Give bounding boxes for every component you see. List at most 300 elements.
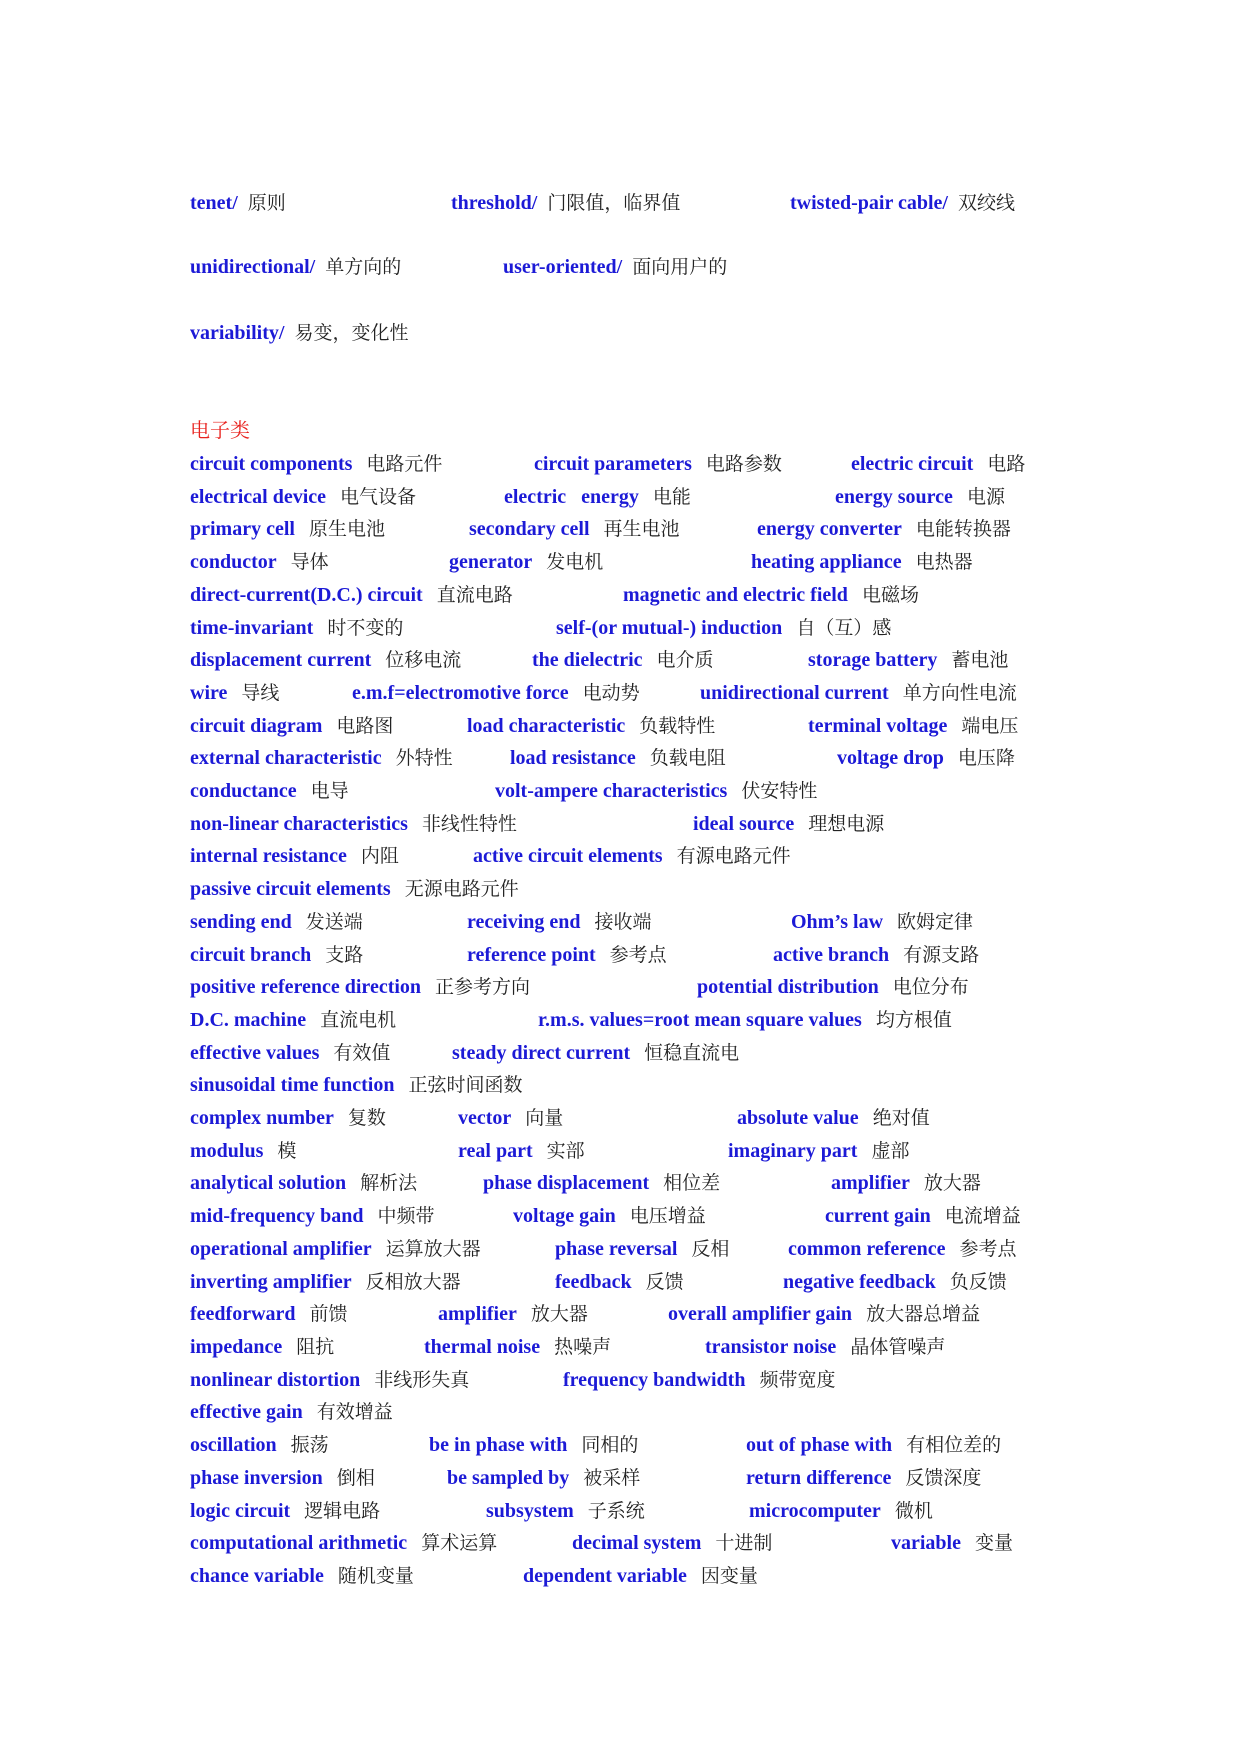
english-term: oscillation bbox=[190, 1434, 277, 1457]
english-term: storage battery bbox=[808, 649, 938, 672]
glossary-entry bbox=[190, 517, 385, 541]
english-term: D.C. machine bbox=[190, 1008, 307, 1031]
english-term: amplifier bbox=[438, 1303, 517, 1326]
chinese-meaning: 支路 bbox=[325, 943, 364, 966]
glossary-row bbox=[0, 910, 1241, 943]
english-term: reference point bbox=[467, 943, 596, 966]
english-term: transistor noise bbox=[705, 1335, 837, 1358]
chinese-meaning: 算术运算 bbox=[421, 1532, 498, 1555]
english-term: energy source bbox=[835, 485, 953, 508]
glossary-row bbox=[0, 583, 1241, 616]
glossary-entry bbox=[467, 943, 667, 967]
glossary-entry bbox=[190, 943, 363, 967]
chinese-meaning: 电源 bbox=[966, 485, 1005, 508]
glossary-entry bbox=[190, 485, 416, 509]
chinese-meaning: 反相放大器 bbox=[365, 1270, 461, 1293]
chinese-meaning: 有源电路元件 bbox=[676, 845, 791, 868]
glossary-entry bbox=[190, 779, 349, 803]
chinese-meaning: 位移电流 bbox=[385, 649, 462, 672]
glossary-row bbox=[0, 943, 1241, 976]
english-term: be in phase with bbox=[429, 1434, 568, 1457]
glossary-row bbox=[0, 812, 1241, 845]
glossary-entry bbox=[825, 1204, 1021, 1228]
chinese-meaning: 电介质 bbox=[656, 649, 714, 672]
glossary-entry bbox=[623, 583, 919, 607]
glossary-entry bbox=[467, 714, 715, 738]
glossary-entry bbox=[190, 255, 401, 279]
chinese-meaning: 放大器 bbox=[530, 1303, 588, 1326]
english-term: ideal source bbox=[693, 812, 795, 835]
english-term: imaginary part bbox=[728, 1139, 858, 1162]
english-term: non-linear characteristics bbox=[190, 812, 408, 835]
section-heading: 电子类 bbox=[190, 418, 250, 442]
glossary-entry bbox=[746, 1466, 981, 1490]
glossary-entry bbox=[190, 321, 408, 345]
chinese-meaning: 反馈 bbox=[645, 1270, 684, 1293]
glossary-row bbox=[0, 1237, 1241, 1270]
english-term: self-(or mutual-) induction bbox=[556, 616, 783, 639]
chinese-meaning: 再生电池 bbox=[603, 518, 680, 541]
chinese-meaning: 运算放大器 bbox=[385, 1237, 481, 1260]
english-term: decimal system bbox=[572, 1532, 702, 1555]
glossary-row bbox=[0, 1433, 1241, 1466]
glossary-entry bbox=[503, 255, 727, 279]
glossary-row bbox=[0, 1171, 1241, 1204]
chinese-meaning: 电位分布 bbox=[892, 976, 969, 999]
chinese-meaning: 蓄电池 bbox=[951, 649, 1009, 672]
glossary-entry bbox=[700, 681, 1017, 705]
english-term: impedance bbox=[190, 1335, 283, 1358]
glossary-entry bbox=[523, 1564, 758, 1588]
english-term: circuit diagram bbox=[190, 714, 323, 737]
chinese-meaning: 绝对值 bbox=[872, 1107, 930, 1130]
english-term: circuit components bbox=[190, 453, 353, 475]
chinese-meaning: 伏安特性 bbox=[741, 780, 818, 803]
english-term: dependent variable bbox=[523, 1564, 687, 1587]
glossary-row bbox=[0, 648, 1241, 681]
chinese-meaning: 电能 bbox=[652, 485, 691, 508]
english-term: circuit branch bbox=[190, 943, 312, 966]
glossary-row bbox=[0, 681, 1241, 714]
glossary-entry bbox=[510, 746, 726, 770]
english-term: direct-current(D.C.) circuit bbox=[190, 583, 423, 606]
chinese-meaning: 导线 bbox=[241, 681, 280, 704]
chinese-meaning: 频带宽度 bbox=[759, 1368, 836, 1391]
english-term: user-oriented/ bbox=[503, 256, 623, 278]
english-term: operational amplifier bbox=[190, 1237, 372, 1260]
glossary-entry bbox=[788, 1237, 1017, 1261]
glossary-row bbox=[0, 1270, 1241, 1303]
glossary-entry bbox=[495, 779, 817, 803]
chinese-meaning: 参考点 bbox=[959, 1237, 1017, 1260]
glossary-entry bbox=[190, 1237, 481, 1261]
glossary-row bbox=[0, 1073, 1241, 1106]
glossary-entry bbox=[473, 844, 791, 868]
glossary-row bbox=[0, 844, 1241, 877]
english-term: threshold/ bbox=[451, 192, 538, 214]
chinese-meaning: 放大器总增益 bbox=[866, 1303, 981, 1326]
english-term: active branch bbox=[773, 943, 890, 966]
english-term: positive reference direction bbox=[190, 976, 422, 999]
english-term: effective gain bbox=[190, 1401, 303, 1424]
english-term: logic circuit bbox=[190, 1499, 291, 1522]
chinese-meaning: 电流增益 bbox=[944, 1205, 1021, 1228]
chinese-meaning: 单方向的 bbox=[325, 256, 402, 278]
glossary-entry bbox=[668, 1302, 980, 1326]
chinese-meaning: 解析法 bbox=[360, 1172, 418, 1195]
english-term: primary cell bbox=[190, 518, 295, 541]
glossary-row bbox=[0, 1368, 1241, 1401]
chinese-meaning: 放大器 bbox=[923, 1172, 981, 1195]
chinese-meaning: 无源电路元件 bbox=[404, 878, 519, 901]
chinese-meaning: 晶体管噪声 bbox=[850, 1335, 946, 1358]
english-term: subsystem bbox=[486, 1499, 574, 1522]
glossary-entry bbox=[190, 1368, 469, 1392]
english-term: overall amplifier gain bbox=[668, 1303, 853, 1326]
chinese-meaning: 被采样 bbox=[583, 1466, 641, 1489]
glossary-entry bbox=[190, 1073, 523, 1097]
chinese-meaning: 虚部 bbox=[871, 1139, 910, 1162]
english-term: tenet/ bbox=[190, 192, 238, 214]
english-term: internal resistance bbox=[190, 845, 347, 868]
english-term: variability/ bbox=[190, 322, 285, 344]
glossary-entry bbox=[190, 1041, 390, 1065]
glossary-entry bbox=[190, 1531, 497, 1555]
chinese-meaning: 电动势 bbox=[582, 681, 640, 704]
chinese-meaning: 单方向性电流 bbox=[902, 681, 1017, 704]
english-term: current gain bbox=[825, 1205, 931, 1228]
english-term: variable bbox=[891, 1532, 961, 1555]
chinese-meaning: 前馈 bbox=[309, 1303, 348, 1326]
glossary-row bbox=[0, 1106, 1241, 1139]
glossary-entry bbox=[190, 877, 519, 901]
english-term: phase displacement bbox=[483, 1172, 650, 1195]
english-term: absolute value bbox=[737, 1107, 859, 1130]
chinese-meaning: 微机 bbox=[894, 1499, 933, 1522]
chinese-meaning: 向量 bbox=[525, 1107, 564, 1130]
english-term: voltage drop bbox=[837, 747, 944, 770]
chinese-meaning: 易变，变化性 bbox=[294, 322, 409, 344]
glossary-entry bbox=[467, 910, 652, 934]
glossary-entry bbox=[190, 550, 329, 574]
chinese-meaning: 逻辑电路 bbox=[304, 1499, 381, 1522]
english-term: analytical solution bbox=[190, 1172, 347, 1195]
english-term: microcomputer bbox=[749, 1499, 881, 1522]
glossary-row bbox=[0, 877, 1241, 910]
glossary-entry bbox=[190, 681, 279, 705]
english-term: load resistance bbox=[510, 747, 636, 770]
chinese-meaning: 中频带 bbox=[377, 1205, 435, 1228]
english-term: circuit parameters bbox=[534, 453, 692, 475]
english-term: secondary cell bbox=[469, 518, 590, 541]
english-term: time-invariant bbox=[190, 616, 314, 639]
glossary-entry bbox=[837, 746, 1015, 770]
english-term: modulus bbox=[190, 1139, 264, 1162]
english-term: heating appliance bbox=[751, 551, 902, 574]
english-term: displacement current bbox=[190, 649, 372, 672]
english-term: energy converter bbox=[757, 518, 902, 541]
chinese-meaning: 实部 bbox=[546, 1139, 585, 1162]
english-term: common reference bbox=[788, 1237, 946, 1260]
english-term: nonlinear distortion bbox=[190, 1368, 361, 1391]
chinese-meaning: 电路元件 bbox=[366, 453, 443, 475]
glossary-entry bbox=[190, 975, 530, 999]
chinese-meaning: 恒稳直流电 bbox=[644, 1041, 740, 1064]
glossary-entry bbox=[190, 191, 286, 215]
glossary-row bbox=[0, 1400, 1241, 1433]
glossary-entry bbox=[831, 1171, 981, 1195]
english-term: feedforward bbox=[190, 1303, 296, 1326]
english-term: complex number bbox=[190, 1107, 334, 1130]
english-term: receiving end bbox=[467, 910, 581, 933]
glossary-entry bbox=[190, 1008, 396, 1032]
english-term: mid-frequency band bbox=[190, 1205, 364, 1228]
chinese-meaning: 电路 bbox=[987, 453, 1026, 475]
glossary-entry bbox=[190, 1302, 348, 1326]
english-term: sinusoidal time function bbox=[190, 1074, 395, 1097]
chinese-meaning: 十进制 bbox=[715, 1532, 773, 1555]
english-term: r.m.s. values=root mean square values bbox=[538, 1008, 862, 1031]
glossary-row bbox=[0, 975, 1241, 1008]
glossary-row bbox=[0, 517, 1241, 550]
glossary-row bbox=[0, 452, 1241, 485]
glossary-row bbox=[0, 255, 1241, 279]
glossary-entry bbox=[190, 1171, 417, 1195]
chinese-meaning: 电路参数 bbox=[705, 453, 782, 475]
glossary-row bbox=[0, 1499, 1241, 1532]
glossary-entry bbox=[693, 812, 884, 836]
glossary-entry bbox=[835, 485, 1005, 509]
chinese-meaning: 均方根值 bbox=[875, 1008, 952, 1031]
glossary-row bbox=[0, 1204, 1241, 1237]
glossary-entry bbox=[532, 648, 714, 672]
glossary-row bbox=[0, 1008, 1241, 1041]
english-term: effective values bbox=[190, 1041, 320, 1064]
glossary-entry bbox=[572, 1531, 772, 1555]
glossary-entry bbox=[190, 714, 393, 738]
glossary-entry bbox=[483, 1171, 720, 1195]
english-term: wire bbox=[190, 681, 228, 704]
english-term: conductor bbox=[190, 551, 277, 574]
glossary-row bbox=[0, 191, 1241, 215]
glossary-entry bbox=[504, 485, 691, 509]
glossary-entry bbox=[190, 648, 461, 672]
glossary-entry bbox=[791, 910, 973, 934]
chinese-meaning: 直流电路 bbox=[436, 583, 513, 606]
glossary-entry bbox=[452, 1041, 739, 1065]
glossary-entry bbox=[728, 1139, 909, 1163]
glossary-entry bbox=[458, 1139, 585, 1163]
english-term: e.m.f=electromotive force bbox=[352, 681, 569, 704]
glossary-entry bbox=[190, 1466, 375, 1490]
glossary-row bbox=[0, 1335, 1241, 1368]
glossary-entry bbox=[773, 943, 979, 967]
chinese-meaning: 非线形失真 bbox=[374, 1368, 470, 1391]
glossary-entry bbox=[783, 1270, 1007, 1294]
glossary-row bbox=[0, 746, 1241, 779]
glossary-entry bbox=[190, 616, 403, 640]
english-term: chance variable bbox=[190, 1564, 324, 1587]
glossary-entry bbox=[424, 1335, 611, 1359]
chinese-meaning: 有效增益 bbox=[316, 1401, 393, 1424]
english-term: unidirectional current bbox=[700, 681, 889, 704]
glossary-entry bbox=[737, 1106, 930, 1130]
chinese-meaning: 导体 bbox=[290, 551, 329, 574]
chinese-meaning: 正弦时间函数 bbox=[408, 1074, 523, 1097]
glossary-entry bbox=[190, 812, 517, 836]
glossary-entry bbox=[555, 1237, 729, 1261]
glossary-entry bbox=[190, 1335, 334, 1359]
chinese-meaning: 热噪声 bbox=[554, 1335, 612, 1358]
glossary-row bbox=[0, 1564, 1241, 1597]
english-term: vector bbox=[458, 1107, 512, 1130]
english-term: voltage gain bbox=[513, 1205, 616, 1228]
chinese-meaning: 子系统 bbox=[587, 1499, 645, 1522]
english-term: steady direct current bbox=[452, 1041, 631, 1064]
chinese-meaning: 外特性 bbox=[395, 747, 453, 770]
english-term: passive circuit elements bbox=[190, 878, 391, 901]
glossary-entry bbox=[190, 583, 513, 607]
glossary-row bbox=[0, 321, 1241, 345]
glossary-entry bbox=[190, 1106, 386, 1130]
glossary-entry bbox=[751, 550, 973, 574]
chinese-meaning: 电能转换器 bbox=[915, 518, 1011, 541]
glossary-entry bbox=[556, 616, 891, 640]
chinese-meaning: 门限值，临界值 bbox=[547, 192, 681, 214]
chinese-meaning: 复数 bbox=[347, 1107, 386, 1130]
english-term: conductance bbox=[190, 780, 297, 803]
english-term: generator bbox=[449, 551, 533, 574]
chinese-meaning: 正参考方向 bbox=[435, 976, 531, 999]
glossary-entry bbox=[469, 517, 680, 541]
glossary-entry bbox=[790, 191, 1015, 215]
english-term: external characteristic bbox=[190, 747, 382, 770]
english-term: frequency bandwidth bbox=[563, 1368, 746, 1391]
chinese-meaning: 变量 bbox=[975, 1532, 1014, 1555]
chinese-meaning: 电导 bbox=[310, 780, 349, 803]
english-term: thermal noise bbox=[424, 1335, 541, 1358]
chinese-meaning: 负反馈 bbox=[949, 1270, 1007, 1293]
glossary-entry bbox=[447, 1466, 640, 1490]
glossary-row bbox=[0, 779, 1241, 812]
glossary-entry bbox=[746, 1433, 1001, 1457]
chinese-meaning: 随机变量 bbox=[337, 1564, 414, 1587]
glossary-row bbox=[0, 714, 1241, 747]
english-term: electrical device bbox=[190, 485, 327, 508]
chinese-meaning: 原生电池 bbox=[308, 518, 385, 541]
english-term: load characteristic bbox=[467, 714, 626, 737]
chinese-meaning: 时不变的 bbox=[327, 616, 404, 639]
chinese-meaning: 有源支路 bbox=[903, 943, 980, 966]
english-term: unidirectional/ bbox=[190, 256, 316, 278]
glossary-row bbox=[0, 485, 1241, 518]
chinese-meaning: 非线性特性 bbox=[421, 812, 517, 835]
glossary-entry bbox=[449, 550, 603, 574]
chinese-meaning: 有相位差的 bbox=[906, 1434, 1002, 1457]
glossary-entry bbox=[190, 1204, 435, 1228]
english-term: phase reversal bbox=[555, 1237, 678, 1260]
glossary-entry bbox=[757, 517, 1011, 541]
glossary-entry bbox=[486, 1499, 645, 1523]
chinese-meaning: 欧姆定律 bbox=[897, 910, 974, 933]
english-term: volt-ampere characteristics bbox=[495, 780, 728, 803]
glossary-entry bbox=[808, 714, 1018, 738]
chinese-meaning: 发送端 bbox=[305, 910, 363, 933]
glossary-row bbox=[0, 550, 1241, 583]
chinese-meaning: 参考点 bbox=[609, 943, 667, 966]
glossary-entry bbox=[190, 844, 399, 868]
glossary-entry bbox=[705, 1335, 945, 1359]
english-term: potential distribution bbox=[697, 976, 879, 999]
chinese-meaning: 原则 bbox=[247, 192, 286, 214]
glossary-row bbox=[0, 1139, 1241, 1172]
chinese-meaning: 阻抗 bbox=[296, 1335, 335, 1358]
english-term: inverting amplifier bbox=[190, 1270, 352, 1293]
electronics-glossary bbox=[0, 452, 1241, 1597]
english-term: electric energy bbox=[504, 485, 639, 508]
glossary-row bbox=[0, 1041, 1241, 1074]
english-term: phase inversion bbox=[190, 1466, 323, 1489]
glossary-entry bbox=[429, 1433, 638, 1457]
glossary-row bbox=[0, 1531, 1241, 1564]
english-term: amplifier bbox=[831, 1172, 910, 1195]
glossary-entry bbox=[190, 452, 442, 476]
glossary-entry bbox=[190, 1433, 329, 1457]
glossary-entry bbox=[190, 1400, 393, 1424]
chinese-meaning: 端电压 bbox=[961, 714, 1019, 737]
english-term: active circuit elements bbox=[473, 845, 663, 868]
glossary-entry bbox=[190, 746, 453, 770]
glossary-entry bbox=[190, 1270, 461, 1294]
english-term: computational arithmetic bbox=[190, 1532, 408, 1555]
chinese-meaning: 电热器 bbox=[915, 551, 973, 574]
chinese-meaning: 电磁场 bbox=[861, 583, 919, 606]
english-term: be sampled by bbox=[447, 1466, 570, 1489]
chinese-meaning: 双绞线 bbox=[957, 192, 1015, 214]
english-term: the dielectric bbox=[532, 649, 643, 672]
glossary-entry bbox=[190, 910, 363, 934]
english-term: twisted-pair cable/ bbox=[790, 192, 948, 214]
chinese-meaning: 同相的 bbox=[581, 1434, 639, 1457]
glossary-entry bbox=[563, 1368, 835, 1392]
chinese-meaning: 反相 bbox=[691, 1237, 730, 1260]
english-term: negative feedback bbox=[783, 1270, 936, 1293]
glossary-entry bbox=[808, 648, 1008, 672]
english-term: real part bbox=[458, 1139, 533, 1162]
glossary-entry bbox=[555, 1270, 684, 1294]
glossary-entry bbox=[749, 1499, 933, 1523]
chinese-meaning: 模 bbox=[277, 1139, 297, 1162]
glossary-entry bbox=[891, 1531, 1013, 1555]
english-term: feedback bbox=[555, 1270, 632, 1293]
chinese-meaning: 电压增益 bbox=[629, 1205, 706, 1228]
chinese-meaning: 有效值 bbox=[333, 1041, 391, 1064]
glossary-entry bbox=[438, 1302, 588, 1326]
english-term: return difference bbox=[746, 1466, 892, 1489]
chinese-meaning: 相位差 bbox=[663, 1172, 721, 1195]
glossary-entry bbox=[190, 1499, 380, 1523]
english-term: magnetic and electric field bbox=[623, 583, 848, 606]
chinese-meaning: 接收端 bbox=[594, 910, 652, 933]
glossary-entry bbox=[451, 191, 680, 215]
chinese-meaning: 负载电阻 bbox=[649, 747, 726, 770]
chinese-meaning: 反馈深度 bbox=[905, 1466, 982, 1489]
glossary-entry bbox=[697, 975, 969, 999]
chinese-meaning: 倒相 bbox=[336, 1466, 375, 1489]
chinese-meaning: 理想电源 bbox=[808, 812, 885, 835]
english-term: sending end bbox=[190, 910, 292, 933]
chinese-meaning: 直流电机 bbox=[320, 1008, 397, 1031]
